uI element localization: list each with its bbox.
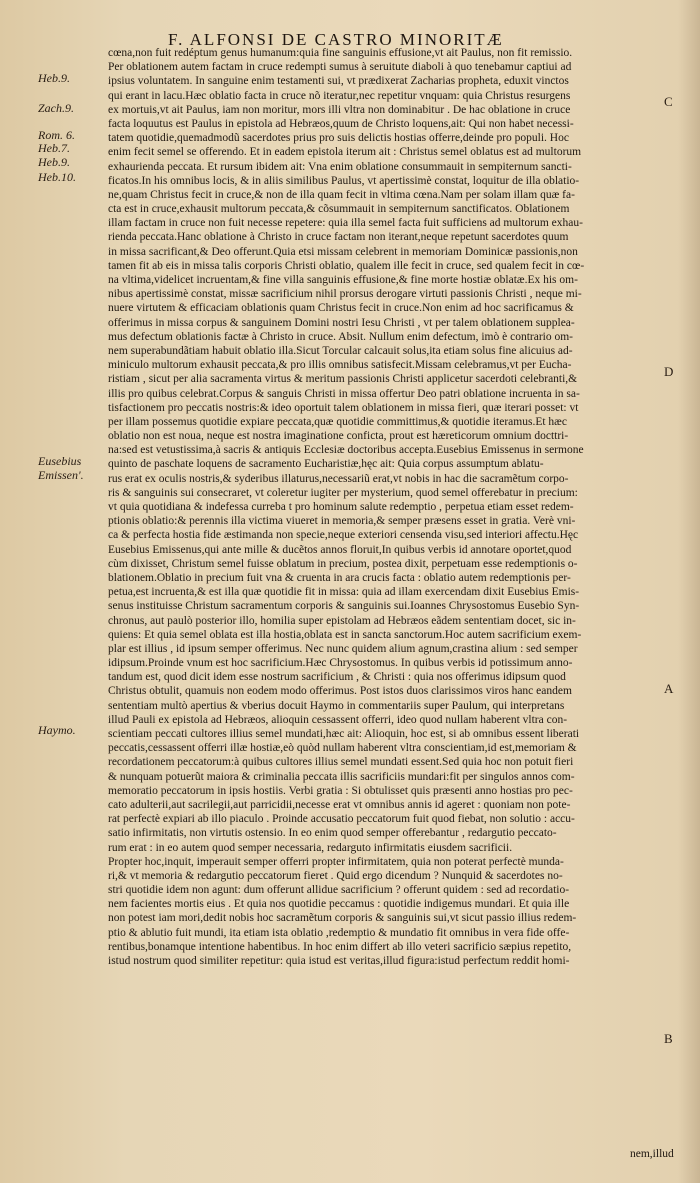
text-line: na:sed est vetustissima,à sacris & antiquis Ecclesiæ doctoribus accepta.Eusebius Emissenus in sermone (108, 444, 584, 457)
margin-note-emissenus: Emissen'. (38, 468, 84, 482)
text-line: mus defectum oblationis factæ à Christo in cruce. Absit. Nullum enim defectum, imò è contrario om- (108, 330, 574, 343)
main-text-block (108, 46, 682, 997)
text-line: ris & sanguinis sui consecraret, vt coleretur iugiter per mysterium, quod semel offerebatur in precium: (108, 486, 578, 499)
text-line: satio infirmitatis, non virtutis ostensio. In eo enim quod semper offerebantur , redargutio peccato- (108, 827, 557, 840)
margin-note-haymo: Haymo. (38, 723, 76, 737)
text-line: cato adulterii,aut sacrilegii,aut parricidii,necesse erat vt omnibus annis id ageret : quoniam non pote- (108, 798, 571, 811)
text-line: oblatio non est noua, neque est nostra imaginatione conficta, prout est hæreticorum omnium docttri- (108, 430, 569, 443)
margin-letter-d: D (664, 364, 674, 379)
text-line: quinto de paschate loquens de sacramento Eucharistiæ,hęc ait: Quia corpus assumptum ablatu- (108, 458, 544, 471)
margin-note-heb9: Heb.9. (38, 71, 70, 85)
text-line: illam factam in cruce non fuit necesse repetere: quia illa semel facta fuit sufficiens ad multorum exhau- (108, 217, 583, 230)
margin-letter-a: A (664, 681, 674, 696)
text-line: facta loquutus est Paulus in epistola ad Hebræos,quum de Christo loquens,ait: Qui non habet necessi- (108, 117, 574, 130)
text-line: Propter hoc,inquit, imperauit semper offerri propter infirmitatem, quia non poterat perfectè munda- (108, 855, 564, 868)
text-line: cœna,non fuit redéptum genus humanum:quia fine sanguinis effusione,vt ait Paulus, non fit remissio. (108, 47, 573, 59)
text-line: ipsius voluntatem. In sanguine enim testamenti sui, vt prædixerat Zacharias propheta, eduxit vinctos (108, 75, 569, 88)
text-line: rum erat : in eo autem quod semper necessaria, redarguto infirmitatis eiusdem sacrificii. (108, 841, 513, 854)
text-line: Per oblationem autem factam in cruce redempti sumus à seruitute diaboli à quo tenebamur captiui ad (108, 61, 572, 74)
margin-note-heb9b: Heb.9. (38, 155, 70, 169)
margin-note-rom6: Rom. 6. (38, 128, 75, 142)
text-line: offerimus in missa corpus & sanguinem Domini nostri Iesu Christi , vt per talem oblationem supplea- (108, 316, 575, 329)
text-line: ne,quam Christus fecit in cruce,& non de illa quam fecit in vltima cœna.Nam per solam illam quæ fa- (108, 188, 575, 201)
text-line: senus instituisse Christum sacramentum corporis & sanguinis sui.Ioannes Chrysostomus Eusebio Syn- (108, 600, 580, 613)
text-line: cta est in cruce,exhausit multorum peccata,& cõsummauit in sempiternum sanctificatos. Oblationem (108, 203, 570, 216)
text-line: illis pro quibus celebrat.Corpus & sanguis Christi in missa offertur Deo patri oblatione incruenta in sa- (108, 387, 580, 400)
text-line (108, 968, 682, 982)
text-line: tamen fit ab eis in missa talis corporis Christi oblatio, qualem ille fecit in cruce, sed qualem fecit in cœ- (108, 259, 585, 272)
text-line (108, 982, 682, 996)
text-line: Eusebius Emissenus,qui ante mille & ducẽtos annos floruit,In quibus verbis id annotare oportet,quod (108, 543, 572, 556)
text-line: per illam possemus quotidie expiare peccata,quæ quotidie committimus,& quotidie iteramus.Et hæc (108, 415, 567, 428)
text-line: petua,est incruenta,& est illa quæ quotidie fit in missa: quia ad illam exercendam dixit Eusebius Emis- (108, 586, 580, 599)
text-line: Christus obtulit, quamuis non eodem modo offerimus. Post istos duos clarissimos viros hanc eandem (108, 685, 572, 698)
text-line: enim fecit semel se offerendo. Et in eadem epistola iterum ait : Christus semel oblatus est ad multorum (108, 146, 582, 159)
margin-note-zach9: Zach.9. (38, 101, 74, 115)
catchword: nem,illud (630, 1148, 674, 1160)
text-line: tatem quotidie,quemadmodũ sacerdotes prius pro suis delictis hostias offerre,deinde pro populi. Hoc (108, 132, 569, 145)
margin-letter-b: B (664, 1031, 673, 1046)
text-line: scientiam peccati cultores illius semel mundati,hæc ait: Alioquin, hoc est, si ab omnibus essent liberati (108, 728, 580, 740)
text-line: vt quia quotidiana & indefessa curreba t pro hominum salute redemptio , perpetua etiam esset redem- (108, 501, 574, 513)
text-line: illud Pauli ex epistola ad Hebræos, alioquin cessassent offerri, ideo quod nullam haberent vltra con- (108, 713, 568, 726)
text-line: rus erat ex oculis nostris,& syderibus illaturus,necessariũ erat,vt nobis in hac die sacramẽtum corpo- (108, 472, 569, 485)
running-header: F. ALFONSI DE CASTRO MINORITÆ (168, 30, 504, 49)
text-line: rat perfectè expiari ab illo piaculo . Proinde accusatio peccatorum fuit quod fiebat, non solutio : accu- (108, 813, 575, 826)
text-line: nem facientes mortis eius . Et quia nos quotidie peccamus : quotidie indigemus mundari. Et quia ille (108, 898, 570, 911)
text-line: ptionis oblatio:& perennis illa victima viueret in memoria,& semper præsens esset in gratia. Verè vni- (108, 515, 576, 528)
text-line: ficatos.In his omnibus locis, & in aliis similibus Paulus, vt apertissimè constat, loquitur de illa oblatio- (108, 174, 580, 187)
text-line: in missa sacrificant,& Deo offerunt.Quia etsi missam celebrent in memoriam Dominicæ passionis,non (108, 245, 578, 258)
text-line: nuere virtutem & efficaciam oblationis quam Christus fecit in cruce.Non enim ad hoc sacrificamus & (108, 302, 574, 315)
text-line: quiens: Et quia semel oblata est illa hostia,oblata est in sancta sanctorum.Hoc autem sacrificium exem- (108, 628, 582, 641)
text-line: rienda peccata.Hanc oblatione à Christo in cruce factam non iterant,neque repetunt sacerdotes quum (108, 231, 569, 244)
margin-note-heb7: Heb.7. (38, 141, 70, 155)
text-line: cùm dixisset, Christum semel fuisse oblatum in precium, postea dixit, perpetuam esse redemptionis o- (108, 557, 578, 570)
text-line: exhaurienda peccata. Et rursum ibidem ait: Vna enim oblatione consummauit in sempiternum sancti- (108, 160, 572, 173)
text-line: & nunquam potuerũt maiora & criminalia peccata illis sacrificiis mundari:fit per singulos annos com- (108, 770, 575, 783)
text-line: nibus apertissimè constat, missæ sacrificium nihil prorsus derogare virtuti passionis Christi , neque mi- (108, 288, 582, 301)
margin-letter-c: C (664, 94, 673, 109)
text-line: plar est illius , id ipsum semper offerimus. Nec nunc quidem alium agnum,crastina alium : sed semper (108, 642, 578, 655)
text-line: nem superabundãtiam habuit oblatio illa.Sicut Torcular calcauit solus,ita etiam solus fine alicuius ad- (108, 344, 573, 357)
text-line: ptio & ablutio fuit mundi, ita etiam ista oblatio ,redemptio & mundatio fit omnibus in vera fide offe- (108, 926, 570, 939)
text-line: ex mortuis,vt ait Paulus, iam non moritur, mors illi vltra non dominabitur . De hac oblatione in cruce (108, 103, 571, 116)
text-line: stri quotidie idem non agunt: dum offerunt allidue sacrificium ? offerunt quidem : sed ad recordatio- (108, 884, 570, 897)
text-line: blationem.Oblatio in precium fuit vna & cruenta in ara crucis facta : oblatio autem redemptionis per- (108, 571, 571, 584)
text-line: rentibus,bonamque intentione habentibus. In hoc enim differt ab illo veteri sacrificio sæpius repetito, (108, 940, 572, 953)
text-line: tandum est, quod dicit idem esse nostrum sacrificium , & Christi : quia nos offerimus idipsum quod (108, 671, 566, 684)
text-line: memoratio peccatorum in ipsis hostiis. Verbi gratia : Si obtulisset quis præsenti anno hostias pro pec- (108, 784, 573, 797)
text-line: ri,& vt memoria & redargutio peccatorum fieret . Quid ergo dicendum ? Nunquid & sacerdotes no- (108, 869, 563, 882)
text-line: non potest iam mori,dedit nobis hoc sacramẽtum corporis & sanguinis sui,vt sicut passio illius redem- (108, 912, 577, 925)
text-line: recordationem peccatorum:à quibus cultores illius semel mundati essent.Sed quia hoc non potuit fieri (108, 756, 574, 769)
margin-note-heb10: Heb.10. (38, 170, 76, 184)
text-line: ca & perfecta hostia fide æstimanda non specie,neque exteriori censenda visu,sed interiori affectu.Hęc (108, 529, 579, 542)
text-line: idipsum.Proinde vnum est hoc sacrificium.Hæc Chrysostomus. In quibus verbis id potissimum anno- (108, 657, 573, 670)
text-line: na vltima,videlicet incruentam,& fine villa sanguinis effusione,& fine morte hostiæ oblatæ.Ex his om- (108, 274, 578, 286)
text-line: tisfactionem pro peccatis nostris:& ideo oportuit talem oblationem in missa fieri, quæ iterari posset: vt (108, 401, 579, 414)
text-line: ristiam , sicut per alia sacramenta virtus & meritum passionis Christi applicetur sacerdoti celebranti,& (108, 373, 578, 386)
text-line: peccatis,cessassent offerri illæ hostiæ,eò quòd nullam haberent vltra conscientiam,id est,memoriam & (108, 742, 577, 755)
text-line: miniculo multorum exhausit peccata,& pro illis omnibus satisfecit.Missam celebramus,vt per Eucha- (108, 359, 572, 372)
text-line: istud nostrum quod similiter repetitur: quia istud est veritas,illud figura:istud perfectum reddit homi- (108, 955, 570, 967)
margin-note-eusebius: Eusebius (38, 454, 82, 468)
text-line: sententiam multò apertius & vberius docuit Haymo in commentariis super Paulum, qui interpretans (108, 699, 565, 712)
text-line: chronus, aut paulò posterior illo, homilia super epistolam ad Hebræos eãdem sententiam docet, sic in- (108, 614, 576, 627)
text-line: qui erant in lacu.Hæc oblatio facta in cruce nõ iteratur,nec repetitur vnquam: quia Christus resurgens (108, 89, 571, 102)
